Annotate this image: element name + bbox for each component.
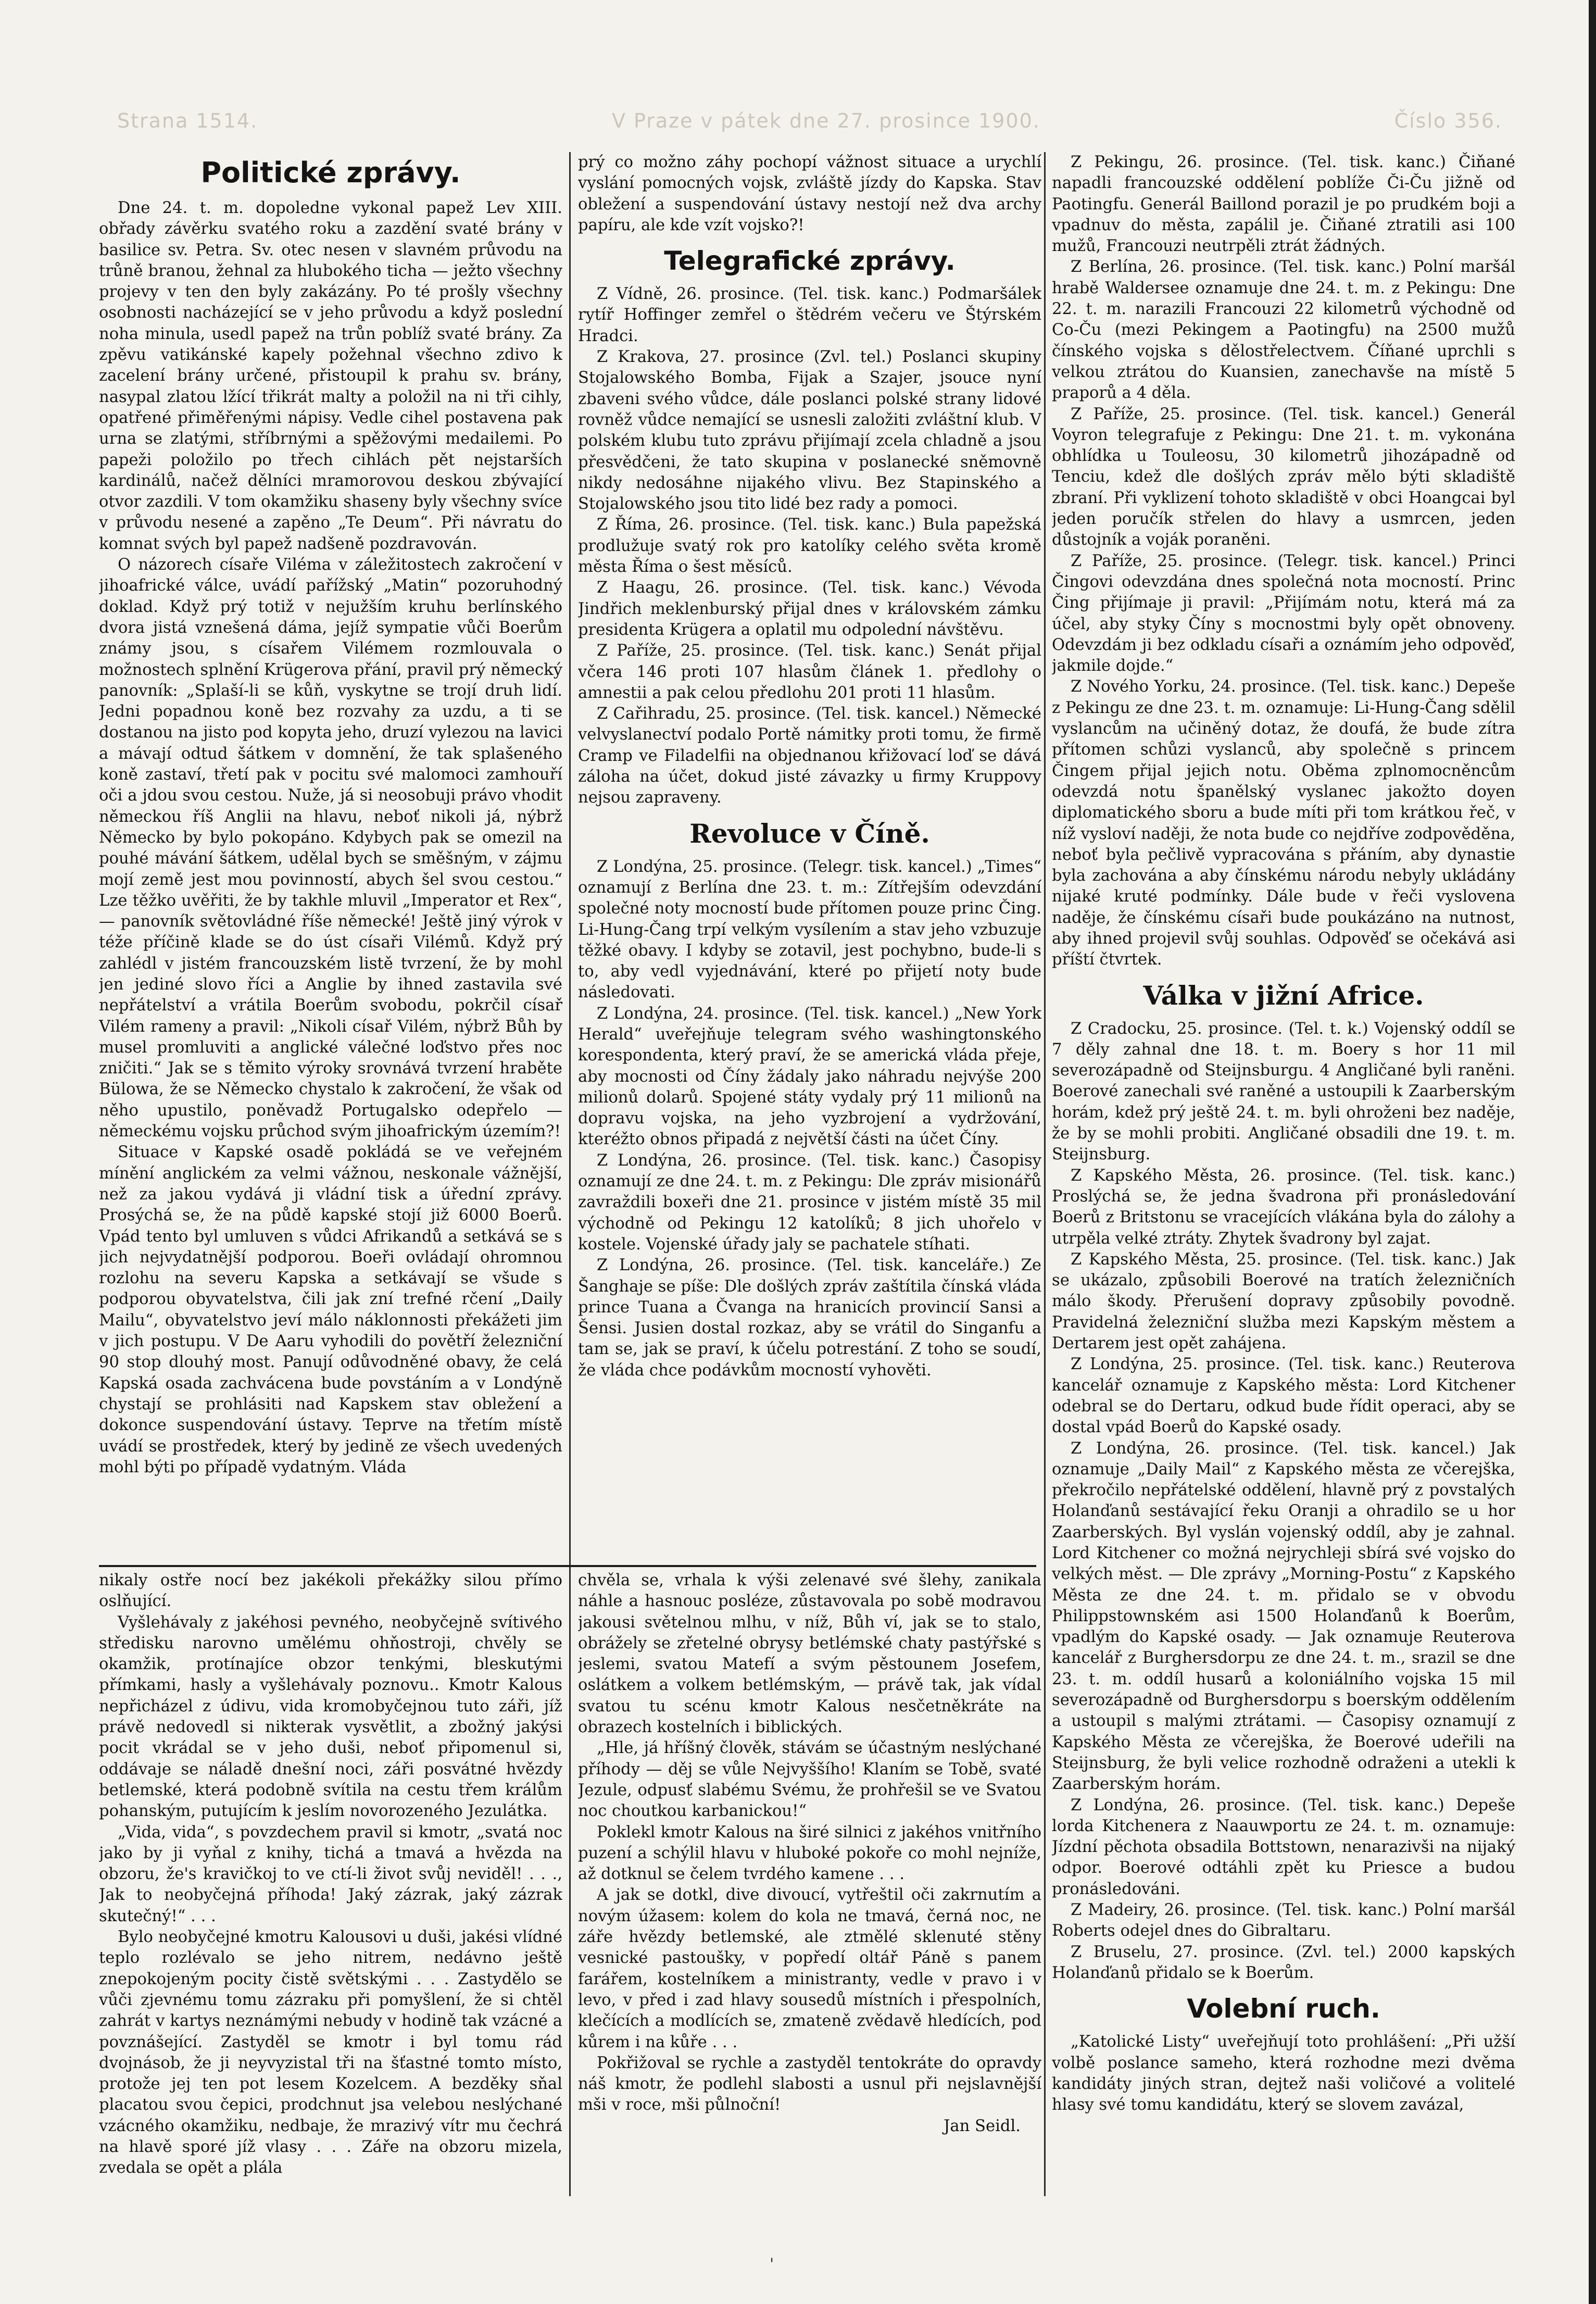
telegram-item: Z Haagu, 26. prosince. (Tel. tisk. kanc.) Vévoda Jindřich meklenburský přijal dnes v královském zámku presidenta Krügera a oplatil mu odpolední návštěvu. <box>578 579 1041 639</box>
telegram-item: Z Berlína, 26. prosince. (Tel. tisk. kanc.) Polní maršál hrabě Waldersee oznamuje dne 24. t. m. z Pekingu: Dne 22. t. m. narazili Francouzi 22 kilometrů východně od Co-Ču (mezi Pekingem a Paotingfu) na 2500 mužů čínského vojska s dělostřelectvem. Číňané uprchli s velkou ztrátou do Kuansien, zanechavše na místě 5 praporů a 4 děla. <box>1052 258 1515 403</box>
feuilleton-divider <box>99 1565 1036 1567</box>
page-mark: ' <box>770 2255 774 2273</box>
column-1 <box>99 152 562 1558</box>
masthead-page: Strana 1514. <box>117 109 258 132</box>
feuilleton-paragraph: Vyšlehávaly z jakéhosi pevného, neobyčejně svítivého středisku narovno umělému ohňostroji, chvěly se okamžik, protínajíce obzor tenkými, bleskutými přímkami, hasly a vyšlehávaly poznovu.. Kmotr Kalous nepřicházel z údivu, vida kromobyčejnou tuto záři, jíž právě nedovedl si nikterak vysvětlit, a zbožný jakýsi pocit vkrádal se v jeho duši, neboť připomenul si, oddávaje se náladě dnešní noci, záři posvátné hvězdy betlemské, která podobně svítila na cestu třem králům pohanským, putujícím k jeslím novorozeného Jezulátka. <box>99 1613 562 1821</box>
column-3 <box>1052 152 1515 2196</box>
election-item: „Katolické Listy“ uveřejňují toto prohlášení: „Při užší volbě poslance sameho, která rozhodne mezi dvěma kandidáty jiných stran, dejtež naši voličové a volitelé hlasy své tomu kandidátu, který se slovem zavázal, <box>1052 2033 1515 2114</box>
war-item: Z Kapského Města, 25. prosince. (Tel. tisk. kanc.) Jak se ukázalo, způsobili Boerové na tratích železničních málo škody. Přerušení dopravy způsobily povodně. Pravidelná železniční služba mezi Kapským městem a Dertarem jest opět zahájena. <box>1052 1250 1515 1353</box>
volebni-heading: Volební ruch. <box>1187 1994 1380 2024</box>
continued-text: prý co možno záhy pochopí vážnost situace a urychlí vyslání pomocných vojsk, zvláště jízdy do Kapska. Stav obležení a suspendování ústavy nestojí než dva archy papíru, ale kde vzít vojsko?! <box>578 153 1041 234</box>
politicke-paragraph: Dne 24. t. m. dopolednе vykonal papež Lev XIII. obřady závěrku svatého roku a zazdění svaté brány v basilice sv. Petra. Sv. otec nesen v slavném průvodu na trůně branou, žehnal za hlubokého ticha — ježto všechny projevy v ten den byly zakázány. Po té prošly všechny osobnosti nacházející se v jeho průvodu a když poslední noha minula, usedl papež na trůn poblíž svaté brány. Za zpěvu vatikánské kapely požehnal všechno zdivo k zacelení brány určené, přistoupil k prahu sv. brány, nasypal zlatou lžící třikrát malty a položil na ni tři cihly, opatřené přiměřenými nápisy. Vedle cihel postavena pak urna se zlatými, stříbrnými a spěžovými medailemi. Po papeži položilo po třech cihlách pět nejstarších kardinálů, načež dělníci mramorovou deskou zbývající otvor zazdili. V tom okamžiku shaseny byly všechny svíce v průvodu nesené a zapěno „Te Deum“. Při návratu do komnat svých byl papež nadšeně pozdravován. <box>99 199 562 553</box>
telegram-item: Z Paříže, 25. prosince. (Tel. tisk. kanc.) Senát přijal včera 146 proti 107 hlasům článek 1. předlohy o amnestii a pak celou předlohu 201 proti 11 hlasům. <box>578 642 1041 702</box>
telegram-item: Z Vídně, 26. prosince. (Tel. tisk. kanc.) Podmaršálek rytíř Hoffinger zemřel o štědrém večeru ve Štýrském Hradci. <box>578 285 1041 345</box>
feuilleton-paragraph: A jak se dotkl, dive divoucí, vytřeštil oči zakrnutím a novým úžasem: kolem do kola ne tmavá, černá noc, ne záře hvězdy betlemské, ale ztmělé sklenuté stěny vesnické pastoušky, v popředí oltář Páně s panem farářem, kostelníkem a ministranty, vedle v pravo i v levo, v před i zad hlavy sousedů místních i přespolních, klečících a modlících se, zmateně zvědavě hledících, pod kůrem i na kůře . . . <box>578 1886 1041 2051</box>
telegram-item: Z Nového Yorku, 24. prosince. (Tel. tisk. kanc.) Depeše z Pekingu ze dne 23. t. m. oznamuje: Li-Hung-Čang sdělil vyslancům na učiněný dotaz, že doufá, že bude zítra přítomen schůzi vyslanců, aby společně s princem Čingem přijal jejich notu. Oběma zplnomocněncům odevzdá notu španělský vyslanec jakožto doyen diplomatického sboru a bude míti při tom krátkou řeč, v níž vysloví naději, že nota bude co nejdříve zodpověděna, neboť byla pečlivě vypracována s přáním, aby dynastie byla zachována a aby čínskému národu nebyly ukládány nijaké kruté podmínky. Dále bude v řeči vyslovena naděje, že čínskému císaři bude poukázáno na nutnost, aby ihned projevil svůj souhlas. Odpověď se očekává asi příští čtvrtek. <box>1052 678 1515 969</box>
telegram-item: Z Cařihradu, 25. prosince. (Tel. tisk. kancel.) Německé velvyslanectví podalo Portě námitky proti tomu, že firmě Cramp ve Filadelfii na objednanou křižovací loď se dává záloha na účet, dokud jisté závazky u firmy Kruppovy nejsou zapraveny. <box>578 705 1041 807</box>
telegram-item: Z Londýna, 26. prosince. (Tel. tisk. kanceláře.) Ze Šanghaje se píše: Dle došlých zpráv zaštítila čínská vláda prince Tuana a Čvanga na hranicích provincií Sansi a Šensi. Jusien dostal rozkaz, aby se vrátil do Singanfu a tam se, jak se praví, k účelu potrestání. Z toho se soudí, že vláda chce podávkům mocností vyhověti. <box>578 1256 1041 1380</box>
telegram-item: Z Paříže, 25. prosince. (Telegr. tisk. kancel.) Princi Čingovi odevzdána dnes společná nota mocností. Princ Čing přijímaje ji pravil: „Přijímám notu, která má za účel, aby styky Číny s mocnostmi byly opět obnoveny. Odevzdám ji bez odkladu císaři a oznámím jeho odpověď, jakmile dojde.“ <box>1052 552 1515 675</box>
war-item: Z Cradocku, 25. prosince. (Tel. t. k.) Vojenský oddíl se 7 děly zahnal dne 18. t. m. Boery s hor 11 mil severozápadně od Steijnsburgu. 4 Angličané byli raněni. Boerové zanechali své raněné a ustoupili k Zaarberským horám, kdež prý ještě 24. t. m. byli ohroženi bez naděje, že by se mohli probiti. Angličané obsadili dne 19. t. m. Steijnsburg. <box>1052 1019 1515 1164</box>
war-item: Z Madeiry, 26. prosince. (Tel. tisk. kanc.) Polní maršál Roberts odejel dnes do Gibraltaru. <box>1052 1901 1515 1940</box>
revoluce-heading: Revoluce v Číně. <box>689 818 930 849</box>
telegram-item: Z Říma, 26. prosince. (Tel. tisk. kanc.) Bula papežská prodlužuje svatý rok pro katolíky celého světa kromě města Říma o šest měsíců. <box>578 516 1041 577</box>
war-item: Z Londýna, 26. prosince. (Tel. tisk. kancel.) Jak oznamuje „Daily Mail“ z Kapského města ze včerejška, překročilo nepřátelské oddělení, hlavně prý z povstalých Holanďanů sestávající řeku Oranji a ohradilo se u hor Zaarberských. Byl vyslán vojenský oddíl, aby je zahnal. Lord Kitchener co možná nejrychleji sbírá své vojsko do velkých měst. — Dle zprávy „Morning-Postu“ z Kapského Města ze dne 24. t. m. přidalo se v obvodu Philippstownském asi 1500 Holanďanů k Boerům, vpadlým do Kapské osady. — Jak oznamuje Reuterova kancelář z Burghersdorpu ze dne 24. t. m., srazil se dne 23. t. m. oddíl husarů a koloniálního vojska 15 mil severozápadně od Burghersdorpu s boerským oddělením a ustoupil s malými ztrátami. — Časopisy oznamují z Kapského Města ze včerejška, že Boerové udeřili na Steijnsburg, že byli velice rozhodně odraženi a utekli k Zaarberským horám. <box>1052 1439 1515 1794</box>
telegram-item: Z Krakova, 27. prosince (Zvl. tel.) Poslanci skupiny Stojalowského Bomba, Fijak a Szajer, jsouce nyní zbaveni svého vůdce, dále poslanci polské strany lidové rovněž vůdce nemající se usnesli založiti zvláštní klub. V polském klubu tuto zprávu přijímají zcela chladně a jsou přesvědčeni, že tato skupina v poslanecké sněmovně nikdy nedosáhne nijakého vlivu. Bez Stapinského a Stojalowského jsou tito lidé bez rady a pomoci. <box>578 348 1041 514</box>
feuilleton-paragraph: Pokřižoval se rychle a zastyděl tentokráte do opravdy náš kmotr, že podlehl slabosti a usnul při nejslavnější mši v roce, mši půlnoční! <box>578 2053 1041 2114</box>
politicke-paragraph: O názorech císaře Viléma v záležitostech zakročení v jihoafrické válce, uvádí pařížský „Matin“ pozoruhodný doklad. Když prý totiž v nejužším kruhu berlínského dvora jistá vznešená dáma, jejíž sympatie vůči Boerům známy jsou, s císařem Vilémem rozmlouvala o možnostech splnění Krügerova přání, pravil prý německý panovník: „Splaší-li se kůň, vyskytne se trojí druh lidí. Jedni popadnou koně bez rozvahy za uzdu, a ti se dostanou na jisto pod kopyta jeho, druzí vylezou na lavici a mávají odtud šátkem v domnění, že tak splašeného koně zastaví, třetí pak v pocitu své malomoci zamhouří oči a jdou svou cestou. Nuže, já si neosobuji právo vhodit německou říš Anglii na hlavu, neboť nikoli já, nýbrž Německo by bylo pokopáno. Kdybych pak se omezil na pouhé mávání šátkem, udělal bych se směšným, v zájmu mojí země jest mou povinností, abych šel svou cestou.“ Lze těžko uvěřiti, že by takhle mluvil „Imperator et Rex“, — panovník světovládné říše německé! Ještě jiný výrok v téže příčině klade se do úst císaři Vilémů. Když prý zahlédl v jistém francouzském listě tvrzení, že by mohl jen jediné slovo říci a Anglie by ihned zastavila své nepřátelství a vrátila Boerům svobodu, pokrčil císař Vilém rameny a pravil: „Nikoli císař Vilém, nýbrž Bůh by musel promluviti a anglické válečné loďstvo přes noc zničiti.“ Jak se s těmito výroky srovnává tvrzení hraběte Bülowa, že se Německo chystalo k zakročení, že však od něho upustilo, poněvadž Portugalsko odepřelo — německému vojsku průchod svým jihoafrickým územím?! <box>99 556 562 1141</box>
feuilleton-paragraph: Poklekl kmotr Kalous na širé silnici z jakéhos vnitřního puzení a schýlil hlavu v hluboké pokoře co mohl nejníže, až dotknul se čelem tvrdého kamene . . . <box>578 1823 1041 1884</box>
feuilleton-paragraph: chvěla se, vrhala k výši zelenavé své šlehy, zanikala náhle a hasnouc posléze, zůstavovala po sobě modravou jakousi světelnou mlhu, v níž, Bůh ví, jak se to stalo, obrážely se zřetelné obrysy betlémské chaty pastýřské s jeslemi, svatou Matefí a svým pěstounem Josefem, oslátkem a volkem betlémským, — právě tak, jak vídal svatou tu scénu kmotr Kalous nesčetněkráte na obrazech kostelních i biblických. <box>578 1571 1041 1737</box>
telegram-item: Z Pekingu, 26. prosince. (Tel. tisk. kanc.) Čiňané napadli francouzské oddělení poblíže Či-Ču jižně od Paotingfu. Generál Baillond porazil je po prudkém boji a vpadnuv do města, zapálil je. Čiňané ztratili asi 100 mužů, Francouzi neutrpěli ztrát žádných. <box>1052 153 1515 256</box>
masthead-date: V Praze v pátek dne 27. prosince 1900. <box>611 109 1040 132</box>
telegram-item: Z Londýna, 25. prosince. (Telegr. tisk. kancel.) „Times“ oznamují z Berlína dne 23. t. m.: Zítřejším odevzdání společné noty mocností bude přítomen pouze princ Čing. Li-Hung-Čang trpí velkým vysílením a stav jeho vzbuzuje těžké obavy. I kdyby se zotavil, jest pochybno, bude-li s to, aby vedl vyjednávání, které po přijetí noty bude následovati. <box>578 857 1041 1002</box>
telegram-item: Z Paříže, 25. prosince. (Tel. tisk. kancel.) Generál Voyron telegrafuje z Pekingu: Dne 21. t. m. vykonána obhlídka u Touleosu, 30 kilometrů jihozápadně od Tenciu, kdež dle došlých zpráv mělo býti skladiště zbraní. Při vyklizení tohoto skladiště v obci Hoangcai byl jeden poručík střelen do hlavy a usmrcen, jeden důstojník a voják poraněni. <box>1052 405 1515 549</box>
column-2 <box>578 152 1041 1558</box>
feuilleton-paragraph: Bylo neobyčejné kmotru Kalousovi u duši, jakési vlídné teplo rozlévalo se jeho nitrem, nedávno ještě znepokojeným pocity čistě světskými . . . Zastydělo se vůči zjevnému tomu zázraku při pomyšlení, že si chtěl zahrát v kartys neznámými nebudy v hodině tak vzácné a povznášející. Zastyděl se kmotr i byl tomu rád dvojnásob, že ji neyvyzistal tři na šťastné tomto místo, protože jej ten pot lesem Kozelcem. A bezděky sňal placatou svou čepici, prodchnut jsa velebou neslýchané vzácného okamžiku, nedbaje, že mrazivý vítr mu čechrá na hlavě sporé jíž vlasy . . . Záře na obzoru mizela, zvedala se opět a plála <box>99 1928 562 2177</box>
feuilleton-column-2 <box>578 1570 1041 2195</box>
war-item: Z Bruselu, 27. prosince. (Zvl. tel.) 2000 kapských Holanďanů přidalo se k Boerům. <box>1052 1943 1515 1982</box>
feuilleton-signature: Jan Seidl. <box>944 2117 1021 2135</box>
feuilleton-paragraph: „Vida, vida“, s povzdechem pravil si kmotr, „svatá noc jako by ji vyňal z knihy, tichá a tmavá a hvězda na obzoru, že's kravičkoj to ve ctí-li život svůj neviděl! . . ., Jak to neobyčejná příhoda! Jaký zázrak, jaký zázrak skutečný!“ . . . <box>99 1823 562 1925</box>
feuilleton-paragraph: „Hle, já hříšný člověk, stávám se účastným neslýchané příhody — děj se vůle Nejvyššího! Klaním se Tobě, svaté Jezule, odpusť slabému Svému, že prohřešil se ve Svatou noc choutkou karbanickou!“ <box>578 1739 1041 1821</box>
masthead-issue: Číslo 356. <box>1394 109 1502 132</box>
telegram-item: Z Londýna, 24. prosince. (Tel. tisk. kancel.) „New York Herald“ uveřejňuje telegram svého washingtonského korespondenta, který praví, že se americká vláda přeje, aby mocnosti od Číny žádaly jako náhradu nejvýše 200 milionů dolarů. Spojené státy vydaly prý 11 milionů na dopravu vojska, na jeho vyzbrojení a vydržování, kteréžto obnos připadá z největší části na účet Číny. <box>578 1004 1041 1149</box>
war-item: Z Kapského Města, 26. prosince. (Tel. tisk. kanc.) Proslýchá se, že jedna švadrona při pronásledování Boerů z Britstonu se vracejících vlákána byla do zálohy a utrpěla velké ztráty. Zhytek švadrony byl zajat. <box>1052 1166 1515 1248</box>
masthead-ghost <box>117 109 1502 141</box>
feuilleton-paragraph: nikaly ostře nocí bez jakékoli překážky silou přímo oslňující. <box>99 1571 562 1611</box>
page-edge-shadow <box>1589 0 1596 2304</box>
politicke-paragraph: Situace v Kapské osadě pokládá se ve veřejném mínění anglickém za velmi vážnou, neskonale vážnější, než za jakou vydává ji vládní tisk a úřední zprávy. Prosýchá se, že na půdě kapské stojí již 6000 Boerů. Vpád tento byl umluven s vůdci Afrikandů a setkává se s jich nejvydatnější podporou. Boeři ovládají ohromnou rozlohu na severu Kapska a setkávají se všude s podporou obyvatelstva, čili jak zní trefné rčení „Daily Mailu“, obyvatelstvo jeví málo náklonnosti překážeti jim v jich postupu. V De Aaru vyhodili do povětří železniční 90 stop dlouhý most. Panují odůvodněné obavy, že celá Kapská osada zachvácena bude povstáním a v Londýně chystají se prohlásiti nad Kapskem stav obležení a dokonce suspendování ústavy. Teprve na třetím místě uvádí se prostředek, který by jedině ze všech uvedených mohl býti po případě vydatným. Vláda <box>99 1143 562 1476</box>
feuilleton-column-1 <box>99 1570 562 2195</box>
column-rule-2 <box>1044 152 1046 2196</box>
valka-heading: Válka v jižní Africe. <box>1143 980 1424 1011</box>
politicke-heading: Politické zprávy. <box>200 156 461 189</box>
telegraficke-heading: Telegrafické zprávy. <box>664 246 956 277</box>
war-item: Z Londýna, 26. prosince. (Tel. tisk. kanc.) Depeše lorda Kitchenera z Naauwportu ze 24. t. m. oznamuje: Jízdní pěchota obsadila Bottstown, nenarazivši na nijaký odpor. Boerové odtáhli zpět ku Priesce a budou pronásledováni. <box>1052 1796 1515 1898</box>
column-rule-1 <box>569 152 571 2196</box>
war-item: Z Londýna, 25. prosince. (Tel. tisk. kanc.) Reuterova kancelář oznamuje z Kapského města: Lord Kitchener odebral se do Dertaru, odkud bude řídit operaci, aby se dostal vpád Boerů do Kapské osady. <box>1052 1355 1515 1437</box>
telegram-item: Z Londýna, 26. prosince. (Tel. tisk. kanc.) Časopisy oznamují ze dne 24. t. m. z Pekingu: Dle zpráv misionářů zavraždili boxeři dne 21. prosince v jistém místě 35 mil východně od Pekingu 12 katolíků; 8 jich uhořelo v kostele. Vojenské úřady jaly se pachatele stíhati. <box>578 1151 1041 1254</box>
